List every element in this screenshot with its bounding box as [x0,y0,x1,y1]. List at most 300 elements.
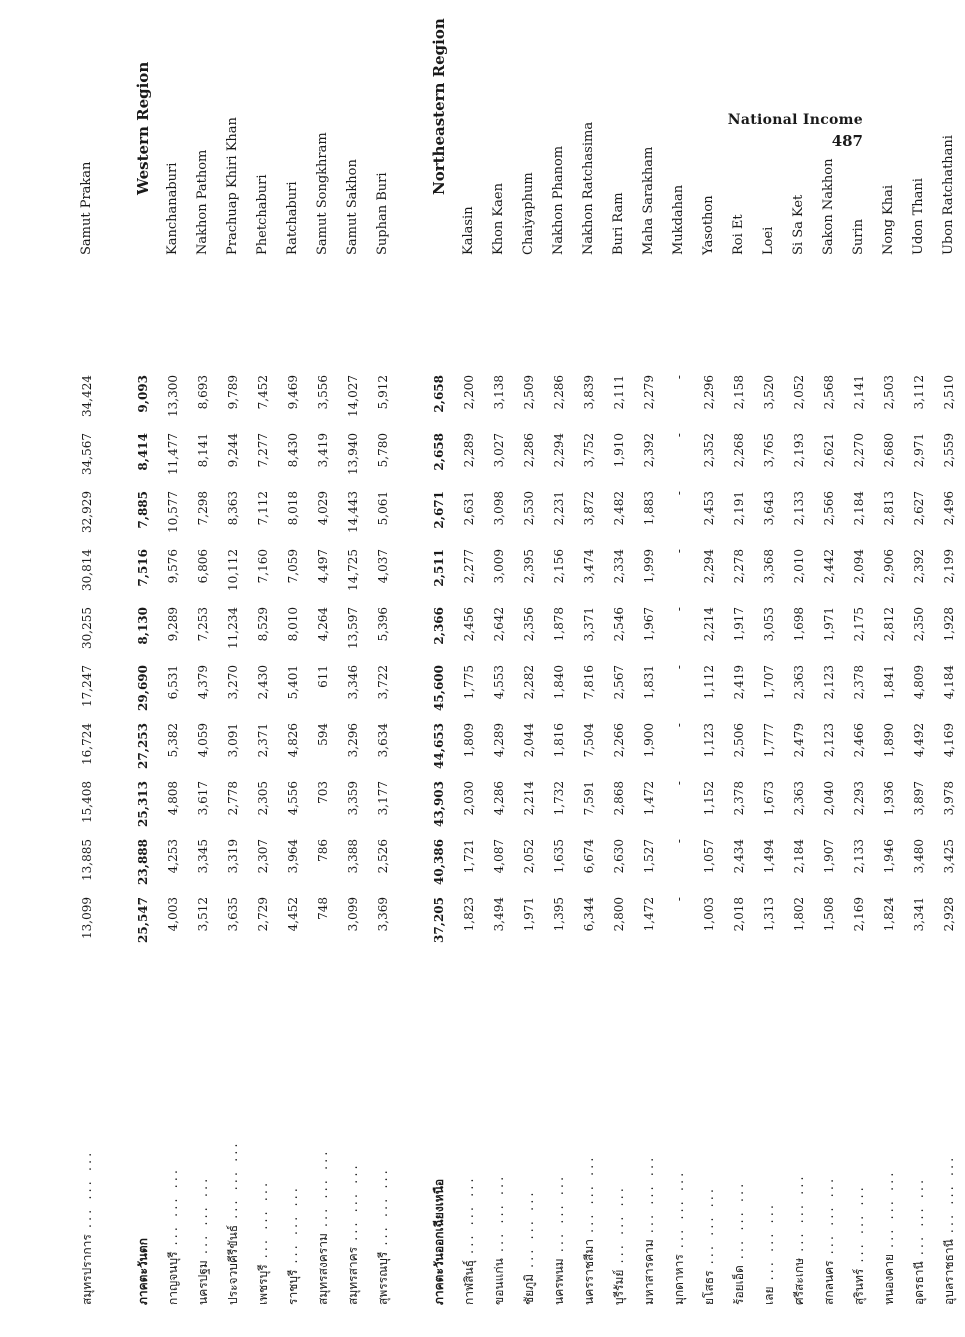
value-cell: 1,917 [732,607,746,642]
value-cell: 1,777 [762,723,776,758]
value-cell: 1,878 [552,607,566,642]
leader-dots: ... ... ... [822,1175,837,1255]
province-name-thai [278,965,308,1305]
thai-label: ภาคตะวันตก [136,1238,150,1305]
leader-dots: ... ... ... [612,1185,627,1264]
value-cell: 2,658 [432,375,446,413]
province-name-thai [874,965,904,1305]
value-cell: 7,160 [256,549,270,584]
leader-dots: ... ... ... [792,1173,807,1252]
province-name-thai [514,965,544,1305]
page-number: 487 [831,132,863,150]
value-cell: 1,673 [762,781,776,816]
value-cell: 3,556 [316,375,330,410]
province-name-english: Kanchanaburi [165,162,180,255]
table-row [454,375,484,955]
value-cell: 13,885 [80,839,94,881]
value-cell: 2,371 [256,723,270,758]
value-cell: 2,111 [612,375,626,410]
table-row [218,375,248,955]
value-cell: 11,234 [226,607,240,649]
thai-name-column [72,965,964,1305]
value-cell: 4,553 [492,665,506,700]
value-cell: 4,286 [492,781,506,816]
value-cell: 3,617 [196,781,210,816]
value-cell: 4,037 [376,549,390,584]
province-name-english: Sakon Nakhon [821,158,836,255]
leader-dots: ... ... ... [552,1173,567,1253]
province-name-thai [604,965,634,1305]
value-cell: 2,293 [852,781,866,816]
value-cell: 1,910 [612,433,626,468]
value-cell: - [672,433,686,438]
value-cell: 3,635 [226,897,240,932]
thai-label: มหาสารคาม [642,1239,656,1305]
table-row [484,375,514,955]
value-cell: 2,510 [942,375,956,410]
value-cell: 9,469 [286,375,300,410]
value-cell: 2,169 [852,897,866,932]
value-cell: 44,653 [432,723,446,769]
value-cell: 9,789 [226,375,240,410]
value-cell: 1,883 [642,491,656,526]
value-cell: 1,999 [642,549,656,584]
value-cell: 2,503 [882,375,896,410]
value-cell: 1,775 [462,665,476,700]
value-cell: 4,379 [196,665,210,700]
value-cell: 3,098 [492,491,506,526]
province-name-english: Ubon Ratchathani [941,135,956,255]
leader-dots: ... ... ... [762,1202,777,1281]
province-name-thai [454,965,484,1305]
value-cell: 2,479 [792,723,806,758]
value-cell: 1,057 [702,839,716,874]
thai-label: สุรินทร์ [852,1268,866,1305]
value-cell: 786 [316,839,330,862]
province-name-english: Roi Et [731,214,746,255]
value-cell: 2,279 [642,375,656,410]
value-cell: 23,888 [136,839,150,885]
table-row [72,375,102,955]
value-cell: 1,967 [642,607,656,642]
value-cell: 3,296 [346,723,360,758]
thai-label: นครราชสีมา [582,1239,596,1305]
value-cell: 2,627 [912,491,926,526]
thai-label: มุกดาหาร [672,1254,686,1305]
value-cell: 8,414 [136,433,150,471]
value-cell: 1,928 [942,607,956,642]
thai-label: นครพนม [552,1258,566,1305]
province-name-english: Chaiyaphum [521,172,536,255]
leader-dots: ... ... ... [346,1162,361,1241]
value-cell: 9,576 [166,549,180,584]
region-heading-english: Western Region [134,61,152,195]
value-cell: 3,512 [196,897,210,932]
value-cell: 13,300 [166,375,180,417]
row-gap [102,0,128,255]
value-cell: 8,130 [136,607,150,645]
value-cell: 8,018 [286,491,300,526]
value-cell: 3,643 [762,491,776,526]
value-cell: 3,419 [316,433,330,468]
value-cell: 2,184 [852,491,866,526]
value-cell: 4,169 [942,723,956,758]
value-cell: 11,477 [166,433,180,475]
value-cell: - [672,491,686,496]
value-cell: 14,443 [346,491,360,533]
value-cell: 594 [316,723,330,746]
value-cell: 4,059 [196,723,210,758]
province-name-thai [72,965,102,1305]
value-cell: 2,631 [462,491,476,526]
value-cell: 2,175 [852,607,866,642]
value-cell: 2,352 [702,433,716,468]
value-cell: 13,099 [80,897,94,939]
value-cell: - [672,607,686,612]
row-gap [398,375,424,955]
table-row [514,375,544,955]
leader-dots: ... ... ... [852,1184,867,1263]
leader-dots: ... ... ... [942,1154,957,1234]
value-cell: 2,010 [792,549,806,584]
thai-label: สมุทรสาคร [346,1246,360,1305]
page-title: National Income [727,112,863,128]
value-cell: 2,270 [852,433,866,468]
value-cell: 3,027 [492,433,506,468]
province-name-english: Buri Ram [611,192,626,255]
table-row [338,375,368,955]
province-name-english: Suphan Buri [375,172,390,255]
value-cell: 7,298 [196,491,210,526]
value-cell: 2,286 [522,433,536,468]
value-cell: 2,214 [702,607,716,642]
value-cell: 2,094 [852,549,866,584]
value-cell: - [672,723,686,728]
thai-label: เลย [762,1286,776,1305]
value-cell: 8,141 [196,433,210,468]
value-cell: 2,868 [612,781,626,816]
value-cell: 3,897 [912,781,926,816]
value-cell: 2,530 [522,491,536,526]
value-cell: 1,527 [642,839,656,874]
value-cell: 4,808 [166,781,180,816]
value-cell: 2,482 [612,491,626,526]
value-cell: 16,724 [80,723,94,765]
table-row [158,375,188,955]
value-cell: 4,253 [166,839,180,874]
province-name-thai [484,965,514,1305]
value-cell: 3,369 [376,897,390,932]
value-cell: 30,814 [80,549,94,591]
thai-label: ชัยภูมิ [522,1274,536,1305]
thai-label: กาญจนบุรี [166,1251,180,1305]
value-cell: 2,286 [552,375,566,410]
province-name-english: Samut Songkhram [315,132,330,255]
value-cell: 2,621 [822,433,836,468]
value-cell: 1,802 [792,897,806,932]
value-cell: 2,456 [462,607,476,642]
value-cell: 5,396 [376,607,390,642]
value-cell: 3,964 [286,839,300,874]
value-cell: 2,334 [612,549,626,584]
province-name-thai [694,965,724,1305]
value-cell: 2,434 [732,839,746,874]
region-heading-thai [128,965,158,1305]
value-grid [72,375,964,955]
value-cell: - [672,665,686,670]
value-cell: 40,386 [432,839,446,885]
value-cell: 3,425 [942,839,956,874]
province-name-english: Kalasin [461,206,476,255]
value-cell: - [672,839,686,844]
value-cell: 1,831 [642,665,656,700]
leader-dots: ... ... ... [582,1154,597,1234]
english-name-column [72,0,964,255]
province-name-thai [574,965,604,1305]
leader-dots: ... ... ... [732,1180,747,1260]
value-cell: 2,199 [942,549,956,584]
value-cell: 3,371 [582,607,596,642]
thai-label: บุรีรัมย์ [612,1269,626,1305]
thai-label: ราชบุรี [286,1269,300,1305]
table-row [874,375,904,955]
value-cell: - [672,375,686,380]
value-cell: 5,912 [376,375,390,410]
table-row [934,375,964,955]
province-name-thai [308,965,338,1305]
region-heading-english: Northeastern Region [430,18,448,195]
value-cell: 8,693 [196,375,210,410]
province-name-thai [188,965,218,1305]
value-cell: 8,529 [256,607,270,642]
value-cell: 25,313 [136,781,150,827]
value-cell: 7,885 [136,491,150,529]
region-heading-thai [424,965,454,1305]
table-row [604,375,634,955]
value-cell: - [672,549,686,554]
value-cell: 2,906 [882,549,896,584]
value-cell: 1,809 [462,723,476,758]
value-cell: 2,052 [522,839,536,874]
province-name-thai [934,965,964,1305]
value-cell: 3,480 [912,839,926,874]
leader-dots: ... ... ... [492,1173,507,1253]
value-cell: 2,214 [522,781,536,816]
value-cell: 1,907 [822,839,836,874]
value-cell: 14,027 [346,375,360,417]
value-cell: 1,900 [642,723,656,758]
province-name-english: Udon Thani [911,178,926,255]
province-name-english: Yasothon [701,195,716,255]
province-name-english: Loei [761,226,776,255]
value-cell: 2,356 [522,607,536,642]
value-cell: 37,205 [432,897,446,943]
value-cell: - [672,781,686,786]
value-cell: 1,003 [702,897,716,932]
table-row [544,375,574,955]
value-cell: 2,294 [552,433,566,468]
value-cell: 3,112 [912,375,926,410]
leader-dots: ... ... ... [256,1179,271,1259]
value-cell: 3,009 [492,549,506,584]
value-cell: 2,191 [732,491,746,526]
province-name-thai [368,965,398,1305]
value-cell: 3,839 [582,375,596,410]
value-cell: 3,978 [942,781,956,816]
value-cell: 4,497 [316,549,330,584]
table-row [754,375,784,955]
thai-label: หนองคาย [882,1254,896,1305]
value-cell: 34,424 [80,375,94,417]
value-cell: 4,264 [316,607,330,642]
value-cell: 2,040 [822,781,836,816]
value-cell: 45,600 [432,665,446,711]
province-name-english: Khon Kaen [491,183,506,255]
value-cell: 2,193 [792,433,806,468]
table-row [904,375,934,955]
value-cell: 15,408 [80,781,94,823]
value-cell: 2,378 [732,781,746,816]
value-cell: 2,466 [852,723,866,758]
table-row [784,375,814,955]
value-cell: 2,442 [822,549,836,584]
value-cell: 8,010 [286,607,300,642]
value-cell: 2,052 [792,375,806,410]
leader-dots: ... ... ... [702,1185,717,1265]
value-cell: 3,494 [492,897,506,932]
province-name-thai [338,965,368,1305]
row-gap [102,965,128,1305]
leader-dots: ... ... ... [286,1185,301,1264]
value-cell: 7,816 [582,665,596,700]
thai-label: สกลนคร [822,1260,836,1305]
leader-dots: ... ... ... [672,1169,687,1249]
value-cell: 1,946 [882,839,896,874]
province-name-thai [844,965,874,1305]
value-cell: 2,509 [522,375,536,410]
value-cell: 1,698 [792,607,806,642]
value-cell: 2,971 [912,433,926,468]
province-name-english: Nakhon Ratchasima [581,121,596,255]
value-cell: 4,809 [912,665,926,700]
value-cell: 3,270 [226,665,240,700]
value-cell: 6,806 [196,549,210,584]
value-cell: 2,392 [642,433,656,468]
leader-dots: ... ... ... [166,1167,181,1246]
value-cell: 2,282 [522,665,536,700]
province-name-english: Surin [851,218,866,255]
province-name-english: Samut Prakan [79,161,94,255]
value-cell: 7,591 [582,781,596,816]
value-cell: 8,363 [226,491,240,526]
thai-label: เพชรบุรี [256,1264,270,1305]
value-cell: 3,346 [346,665,360,700]
value-cell: 3,474 [582,549,596,584]
table-row [694,375,724,955]
leader-dots: ... ... ... [642,1154,657,1234]
value-cell: 3,099 [346,897,360,932]
table-row [814,375,844,955]
value-cell: 2,156 [552,549,566,584]
value-cell: 3,634 [376,723,390,758]
value-cell: 3,388 [346,839,360,874]
value-cell: 3,177 [376,781,390,816]
value-cell: 3,091 [226,723,240,758]
province-name-english: Maha Sarakham [641,146,656,255]
value-cell: 2,430 [256,665,270,700]
province-name-english: Nakhon Pathom [195,149,210,255]
value-cell: 9,244 [226,433,240,468]
value-cell: 43,903 [432,781,446,827]
value-cell: 2,567 [612,665,626,700]
value-cell: 2,812 [882,607,896,642]
value-cell: 2,305 [256,781,270,816]
value-cell: 3,765 [762,433,776,468]
value-cell: 3,752 [582,433,596,468]
province-name-thai [634,965,664,1305]
value-cell: 1,395 [552,897,566,932]
value-cell: 7,253 [196,607,210,642]
value-cell: 2,378 [852,665,866,700]
value-cell: 3,138 [492,375,506,410]
value-cell: 1,840 [552,665,566,700]
value-cell: 3,319 [226,839,240,874]
value-cell: 2,729 [256,897,270,932]
table-row [128,375,158,955]
thai-label: ภาคตะวันออกเฉียงเหนือ [432,1178,446,1305]
value-cell: 1,721 [462,839,476,874]
value-cell: 13,597 [346,607,360,649]
value-cell: 1,732 [552,781,566,816]
value-cell: 17,247 [80,665,94,707]
thai-label: สุพรรณบุรี [376,1251,390,1305]
value-cell: 1,635 [552,839,566,874]
value-cell: 2,030 [462,781,476,816]
value-cell: 4,826 [286,723,300,758]
thai-label: ศรีสะเกษ [792,1257,806,1305]
value-cell: 10,112 [226,549,240,591]
value-cell: 2,268 [732,433,746,468]
table-row [248,375,278,955]
value-cell: 3,520 [762,375,776,410]
value-cell: 2,813 [882,491,896,526]
value-cell: 25,547 [136,897,150,943]
value-cell: 2,266 [612,723,626,758]
value-cell: 4,003 [166,897,180,932]
province-name-thai [724,965,754,1305]
value-cell: 7,112 [256,491,270,526]
province-name-english: Ratchaburi [285,181,300,255]
value-cell: 4,492 [912,723,926,758]
value-cell: 5,780 [376,433,390,468]
thai-label: ประจวบคีรีขันธ์ [226,1224,240,1305]
value-cell: 2,123 [822,723,836,758]
value-cell: 2,395 [522,549,536,584]
value-cell: 2,453 [702,491,716,526]
value-cell: 4,452 [286,897,300,932]
province-name-thai [784,965,814,1305]
value-cell: 1,112 [702,665,716,700]
value-cell: 2,800 [612,897,626,932]
value-cell: 6,674 [582,839,596,874]
value-cell: 2,289 [462,433,476,468]
value-cell: 4,556 [286,781,300,816]
value-cell: 703 [316,781,330,804]
value-cell: 2,184 [792,839,806,874]
leader-dots: ... ... ... [316,1148,331,1228]
value-cell: 2,642 [492,607,506,642]
table-row [844,375,874,955]
